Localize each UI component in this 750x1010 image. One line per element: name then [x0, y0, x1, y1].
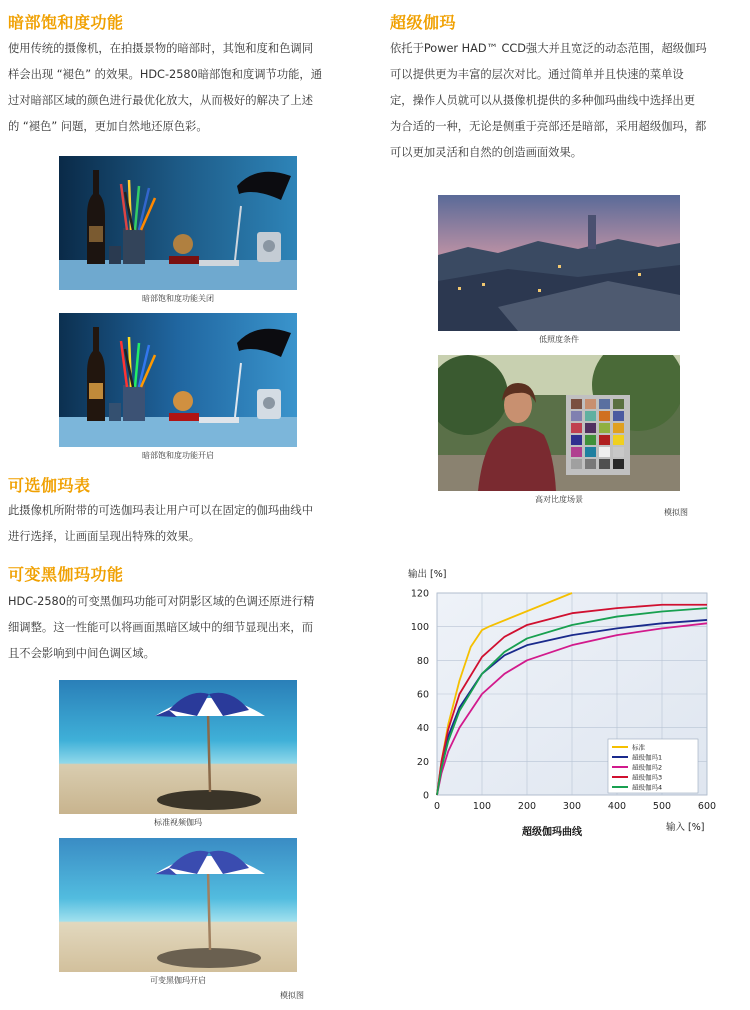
still-life-photo-on — [59, 313, 297, 447]
text-line: 使用传统的摄像机，在拍摄景物的暗部时，其饱和度和色调同 — [8, 42, 314, 55]
color-checker-patch — [585, 423, 596, 433]
color-checker-patch — [571, 411, 582, 421]
y-tick-label: 40 — [416, 723, 429, 735]
caption-saturation-off: 暗部饱和度功能关闭 — [142, 294, 214, 303]
y-tick-label: 100 — [410, 622, 429, 634]
section-title-super-gamma: 超级伽玛 — [390, 13, 457, 32]
text-line: 依托于Power HAD™ CCD强大并且宽泛的动态范围，超级伽玛 — [390, 42, 707, 55]
text-line: 且不会影响到中间色调区域。 — [8, 647, 155, 660]
color-checker-patch — [585, 435, 596, 445]
high-contrast-photo — [438, 355, 680, 491]
caption-standard-gamma: 标准视频伽玛 — [154, 818, 202, 827]
text-line: 可以提供更为丰富的层次对比。通过简单并且快速的菜单设 — [390, 68, 684, 81]
color-checker-patch — [613, 423, 624, 433]
color-checker-patch — [585, 399, 596, 409]
x-tick-label: 400 — [607, 801, 627, 812]
legend-label: 超级伽玛1 — [632, 753, 663, 762]
color-checker-patch — [613, 435, 624, 445]
color-checker-patch — [599, 435, 610, 445]
dark-saturation-paragraph — [8, 36, 370, 140]
color-checker-patch — [571, 459, 582, 469]
section-title-black-gamma: 可变黑伽玛功能 — [8, 565, 124, 584]
text-line: HDC-2580的可变黑伽玛功能可对阴影区域的色调还原进行精 — [8, 595, 315, 608]
y-tick-label: 0 — [422, 790, 429, 802]
y-tick-label: 120 — [410, 588, 429, 600]
text-line: 过对暗部区域的颜色进行最优化放大，从而极好的解决了上述 — [8, 94, 314, 107]
text-line: 可以更加灵活和自然的创造画面效果。 — [390, 146, 583, 159]
still-life-photo-off — [59, 156, 297, 290]
color-checker-patch — [599, 459, 610, 469]
x-axis-label: 输入 [%] — [666, 822, 705, 833]
color-checker-patch — [599, 411, 610, 421]
x-tick-label: 600 — [697, 801, 717, 812]
text-line: 进行选择，让画面呈现出特殊的效果。 — [8, 530, 201, 543]
legend-label: 超级伽玛4 — [632, 783, 663, 792]
simulation-note-left: 模拟图 — [280, 991, 304, 1000]
text-line: 为合适的一种，无论是侧重于亮部还是暗部，采用超级伽玛，都 — [390, 120, 707, 133]
y-tick-label: 20 — [416, 756, 429, 768]
x-tick-label: 0 — [433, 801, 441, 812]
color-checker-patch — [571, 435, 582, 445]
beach-photo-standard — [59, 680, 297, 814]
color-checker-patch — [585, 459, 596, 469]
super-gamma-chart — [400, 565, 730, 845]
low-light-photo — [438, 195, 680, 331]
color-checker-patch — [599, 423, 610, 433]
y-axis-label: 输出 [%] — [408, 569, 447, 580]
legend-label: 超级伽玛2 — [632, 763, 663, 772]
text-line: 样会出现 “褪色” 的效果。HDC-2580暗部饱和度调节功能，通 — [8, 68, 323, 81]
color-checker-patch — [571, 423, 582, 433]
color-checker-patch — [613, 447, 624, 457]
color-checker-patch — [585, 447, 596, 457]
x-tick-label: 200 — [517, 801, 537, 812]
color-checker-patch — [571, 399, 582, 409]
black-gamma-paragraph — [8, 589, 370, 667]
super-gamma-paragraph — [390, 36, 748, 166]
color-checker-patch — [613, 459, 624, 469]
text-line: 细调整。这一性能可以将画面黑暗区域中的细节显现出来，而 — [8, 621, 314, 634]
color-checker-patch — [613, 399, 624, 409]
x-tick-label: 100 — [472, 801, 492, 812]
caption-saturation-on: 暗部饱和度功能开启 — [142, 451, 214, 460]
y-tick-label: 80 — [416, 655, 429, 667]
caption-high-contrast: 高对比度场景 — [535, 495, 583, 504]
legend-label: 超级伽玛3 — [632, 773, 663, 782]
color-checker-patch — [613, 411, 624, 421]
color-checker-patch — [599, 399, 610, 409]
text-line: 此摄像机所附带的可选伽玛表让用户可以在固定的伽玛曲线中 — [8, 504, 314, 517]
beach-photo-black-gamma — [59, 838, 297, 972]
text-line: 定，操作人员就可以从摄像机提供的多种伽玛曲线中选择出更 — [390, 94, 696, 107]
caption-low-light: 低照度条件 — [539, 335, 579, 344]
color-checker-patch — [585, 411, 596, 421]
y-tick-label: 60 — [416, 689, 429, 701]
text-line: 的 “褪色” 问题，更加自然地还原色彩。 — [8, 120, 208, 133]
section-title-gamma-table: 可选伽玛表 — [8, 476, 91, 495]
caption-black-gamma-on: 可变黑伽玛开启 — [150, 976, 206, 985]
x-tick-label: 300 — [562, 801, 582, 812]
x-tick-label: 500 — [652, 801, 672, 812]
section-title-dark-saturation: 暗部饱和度功能 — [8, 13, 124, 32]
chart-title: 超级伽玛曲线 — [522, 827, 582, 838]
simulation-note-right: 模拟图 — [664, 508, 688, 517]
legend-label: 标准 — [632, 743, 645, 752]
gamma-table-paragraph — [8, 498, 370, 550]
color-checker-patch — [599, 447, 610, 457]
color-checker-patch — [571, 447, 582, 457]
